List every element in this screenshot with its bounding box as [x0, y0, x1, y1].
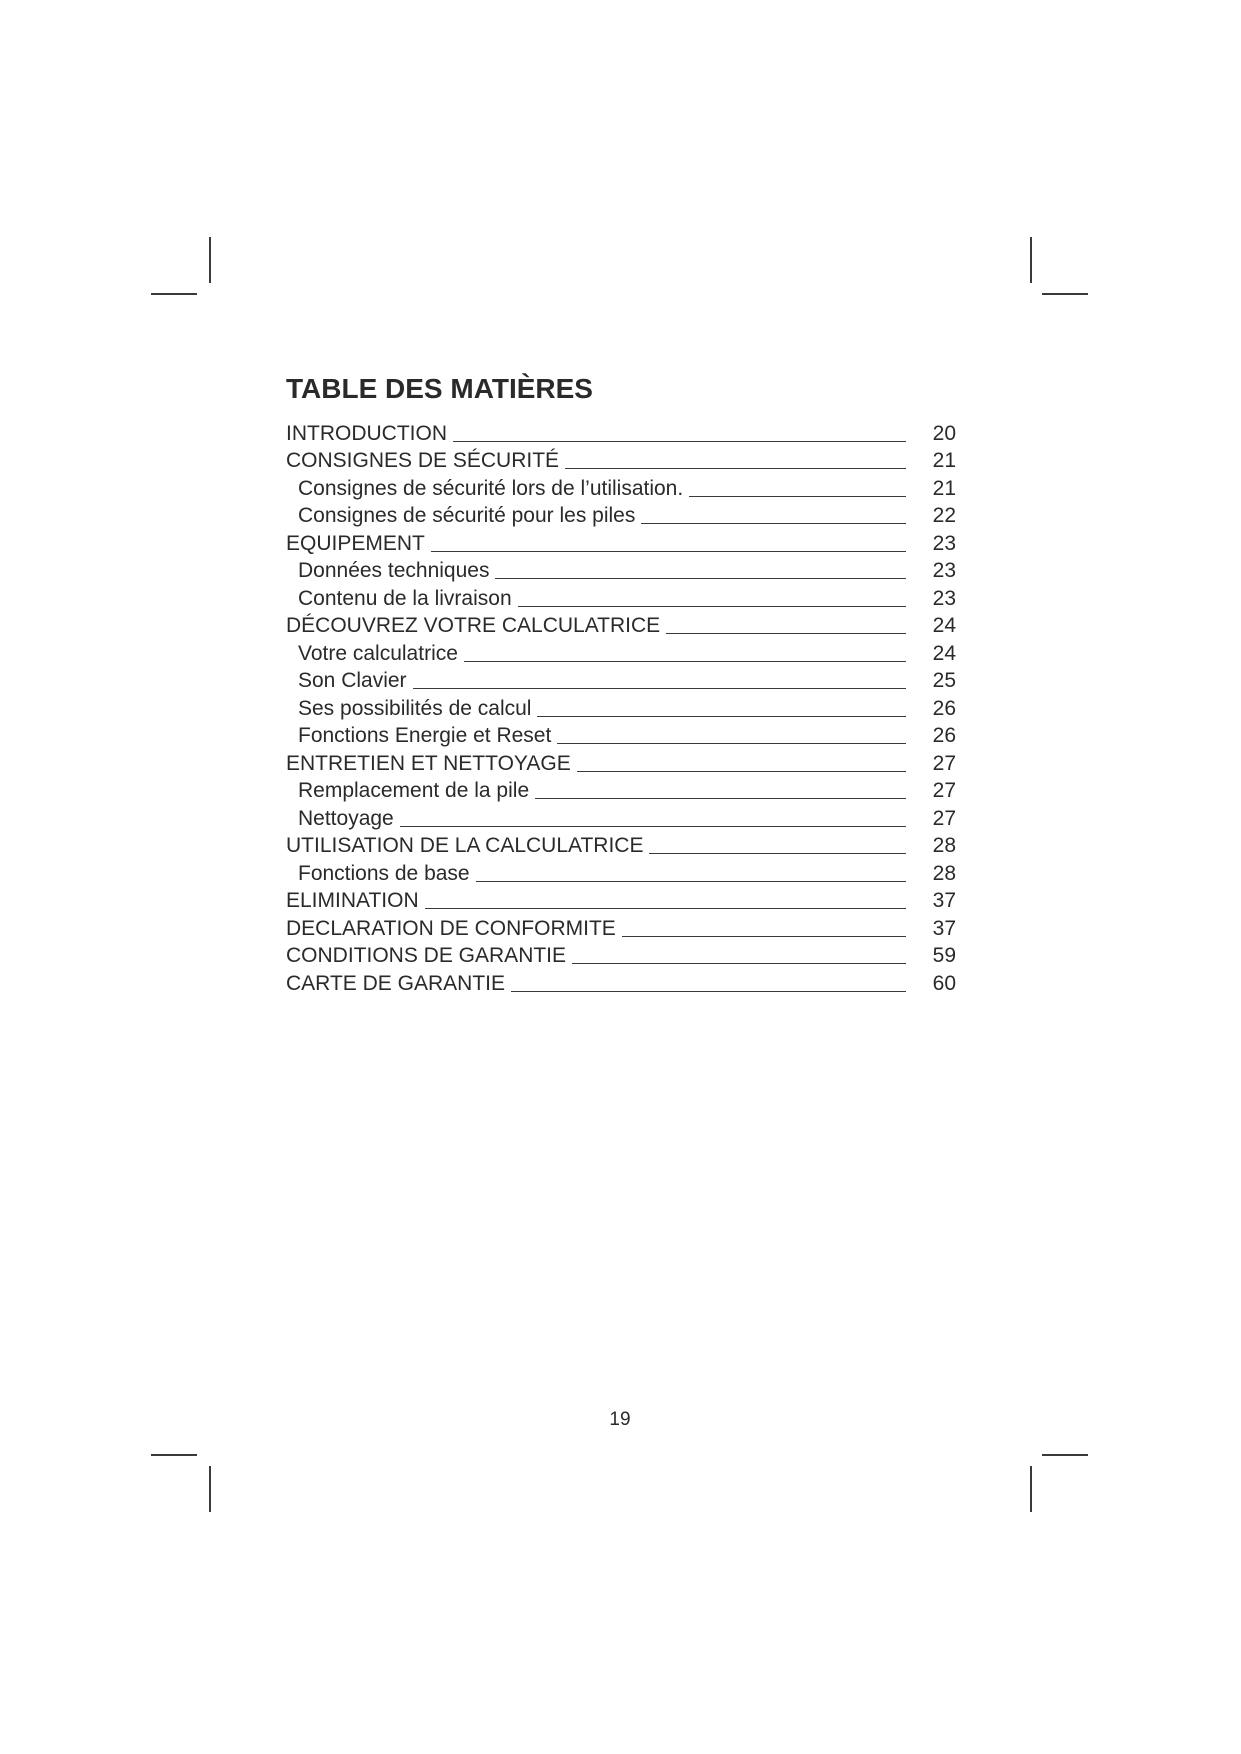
toc-leader-line: [425, 908, 906, 909]
toc-entry-page: 28: [932, 861, 956, 885]
toc-leader-line: [464, 661, 906, 662]
toc-entry[interactable]: [286, 859, 956, 887]
toc-entry-page: 26: [932, 724, 956, 747]
toc-entry-label: Consignes de sécurité pour les piles: [298, 504, 636, 527]
toc-entry-label: Consignes de sécurité lors de l’utilisation.: [298, 476, 684, 500]
toc-entry[interactable]: [286, 557, 956, 585]
toc-entry-label: CARTE DE GARANTIE: [286, 971, 505, 995]
toc-leader-line: [689, 496, 906, 497]
toc-entry[interactable]: [286, 777, 956, 805]
toc-entry[interactable]: [286, 914, 956, 942]
toc-entry-page: 25: [932, 669, 956, 692]
toc-leader-line: [577, 771, 906, 772]
toc-entry-label: Données techniques: [298, 559, 490, 582]
toc-entry[interactable]: [286, 447, 956, 475]
crop-mark-top-right-horizontal: [1042, 293, 1088, 295]
toc-entry-label: UTILISATION DE LA CALCULATRICE: [286, 834, 644, 857]
crop-mark-top-left-vertical: [209, 237, 211, 283]
crop-mark-bottom-right-horizontal: [1042, 1454, 1088, 1456]
toc-entry-page: 21: [932, 476, 956, 500]
toc-entry-page: 37: [932, 916, 956, 940]
toc-entry-page: 27: [932, 779, 956, 802]
toc-leader-line: [666, 633, 906, 634]
toc-entry[interactable]: [286, 639, 956, 667]
toc-entry-page: 20: [932, 421, 956, 445]
toc-entry-label: ELIMINATION: [286, 889, 419, 912]
toc-entry-page: 37: [932, 889, 956, 912]
toc-leader-line: [518, 606, 906, 607]
toc-leader-line: [557, 743, 906, 744]
page-title: TABLE DES MATIÈRES: [286, 372, 593, 404]
toc-entry-label: Votre calculatrice: [298, 641, 458, 665]
toc-entry-page: 26: [932, 696, 956, 720]
toc-leader-line: [476, 881, 906, 882]
toc-entry[interactable]: [286, 969, 956, 997]
crop-mark-top-left-horizontal: [151, 293, 197, 295]
toc-entry-page: 60: [932, 971, 956, 995]
toc-entry-page: 21: [932, 449, 956, 472]
toc-entry[interactable]: [286, 529, 956, 557]
crop-mark-top-right-vertical: [1030, 237, 1032, 283]
crop-mark-bottom-left-vertical: [209, 1466, 211, 1512]
toc-entry-label: INTRODUCTION: [286, 421, 447, 445]
toc-entry-page: 23: [932, 586, 956, 610]
toc-entry-label: Fonctions de base: [298, 861, 470, 885]
toc-entry[interactable]: [286, 804, 956, 832]
toc-entry-page: 23: [932, 559, 956, 582]
toc-entry-label: Son Clavier: [298, 669, 407, 692]
toc-leader-line: [537, 716, 906, 717]
toc-entry-page: 22: [932, 504, 956, 527]
toc-entry[interactable]: [286, 474, 956, 502]
toc-entry[interactable]: [286, 502, 956, 530]
toc-entry[interactable]: [286, 722, 956, 750]
toc-entry-label: EQUIPEMENT: [286, 531, 425, 555]
toc-entry-label: CONSIGNES DE SÉCURITÉ: [286, 449, 560, 472]
toc-leader-line: [565, 468, 906, 469]
toc-leader-line: [641, 523, 906, 524]
toc-entry[interactable]: [286, 694, 956, 722]
toc-entry-page: 24: [932, 641, 956, 665]
toc-entry-page: 27: [932, 751, 956, 775]
toc-leader-line: [400, 826, 906, 827]
toc-leader-line: [622, 936, 906, 937]
toc-entry-label: Contenu de la livraison: [298, 586, 512, 610]
toc-entry-label: Fonctions Energie et Reset: [298, 724, 552, 747]
toc-leader-line: [572, 963, 906, 964]
toc-entry-page: 27: [932, 806, 956, 830]
crop-mark-bottom-left-horizontal: [151, 1454, 197, 1456]
toc-entry[interactable]: [286, 612, 956, 640]
page-number: 19: [609, 1409, 631, 1430]
toc-entry-page: 28: [932, 834, 956, 857]
toc-entry-label: CONDITIONS DE GARANTIE: [286, 944, 567, 967]
toc-entry-label: DÉCOUVREZ VOTRE CALCULATRICE: [286, 614, 661, 637]
toc-entry[interactable]: [286, 887, 956, 915]
toc-leader-line: [453, 441, 906, 442]
toc-entry[interactable]: [286, 667, 956, 695]
toc-entry[interactable]: [286, 832, 956, 860]
toc-entry-page: 24: [932, 614, 956, 637]
toc-leader-line: [431, 551, 906, 552]
toc-entry-page: 59: [932, 944, 956, 967]
toc-leader-line: [413, 688, 906, 689]
toc-entry-label: ENTRETIEN ET NETTOYAGE: [286, 751, 571, 775]
toc-entry-label: DECLARATION DE CONFORMITE: [286, 916, 616, 940]
toc-entry[interactable]: [286, 942, 956, 970]
toc-leader-line: [511, 991, 906, 992]
table-of-contents: [286, 419, 956, 997]
toc-entry[interactable]: [286, 584, 956, 612]
toc-entry[interactable]: [286, 749, 956, 777]
toc-entry-label: Nettoyage: [298, 806, 394, 830]
toc-leader-line: [649, 853, 906, 854]
toc-entry-label: Ses possibilités de calcul: [298, 696, 532, 720]
toc-entry[interactable]: [286, 419, 956, 447]
toc-entry-page: 23: [932, 531, 956, 555]
toc-leader-line: [535, 798, 906, 799]
toc-leader-line: [495, 578, 906, 579]
crop-mark-bottom-right-vertical: [1030, 1466, 1032, 1512]
toc-entry-label: Remplacement de la pile: [298, 779, 530, 802]
